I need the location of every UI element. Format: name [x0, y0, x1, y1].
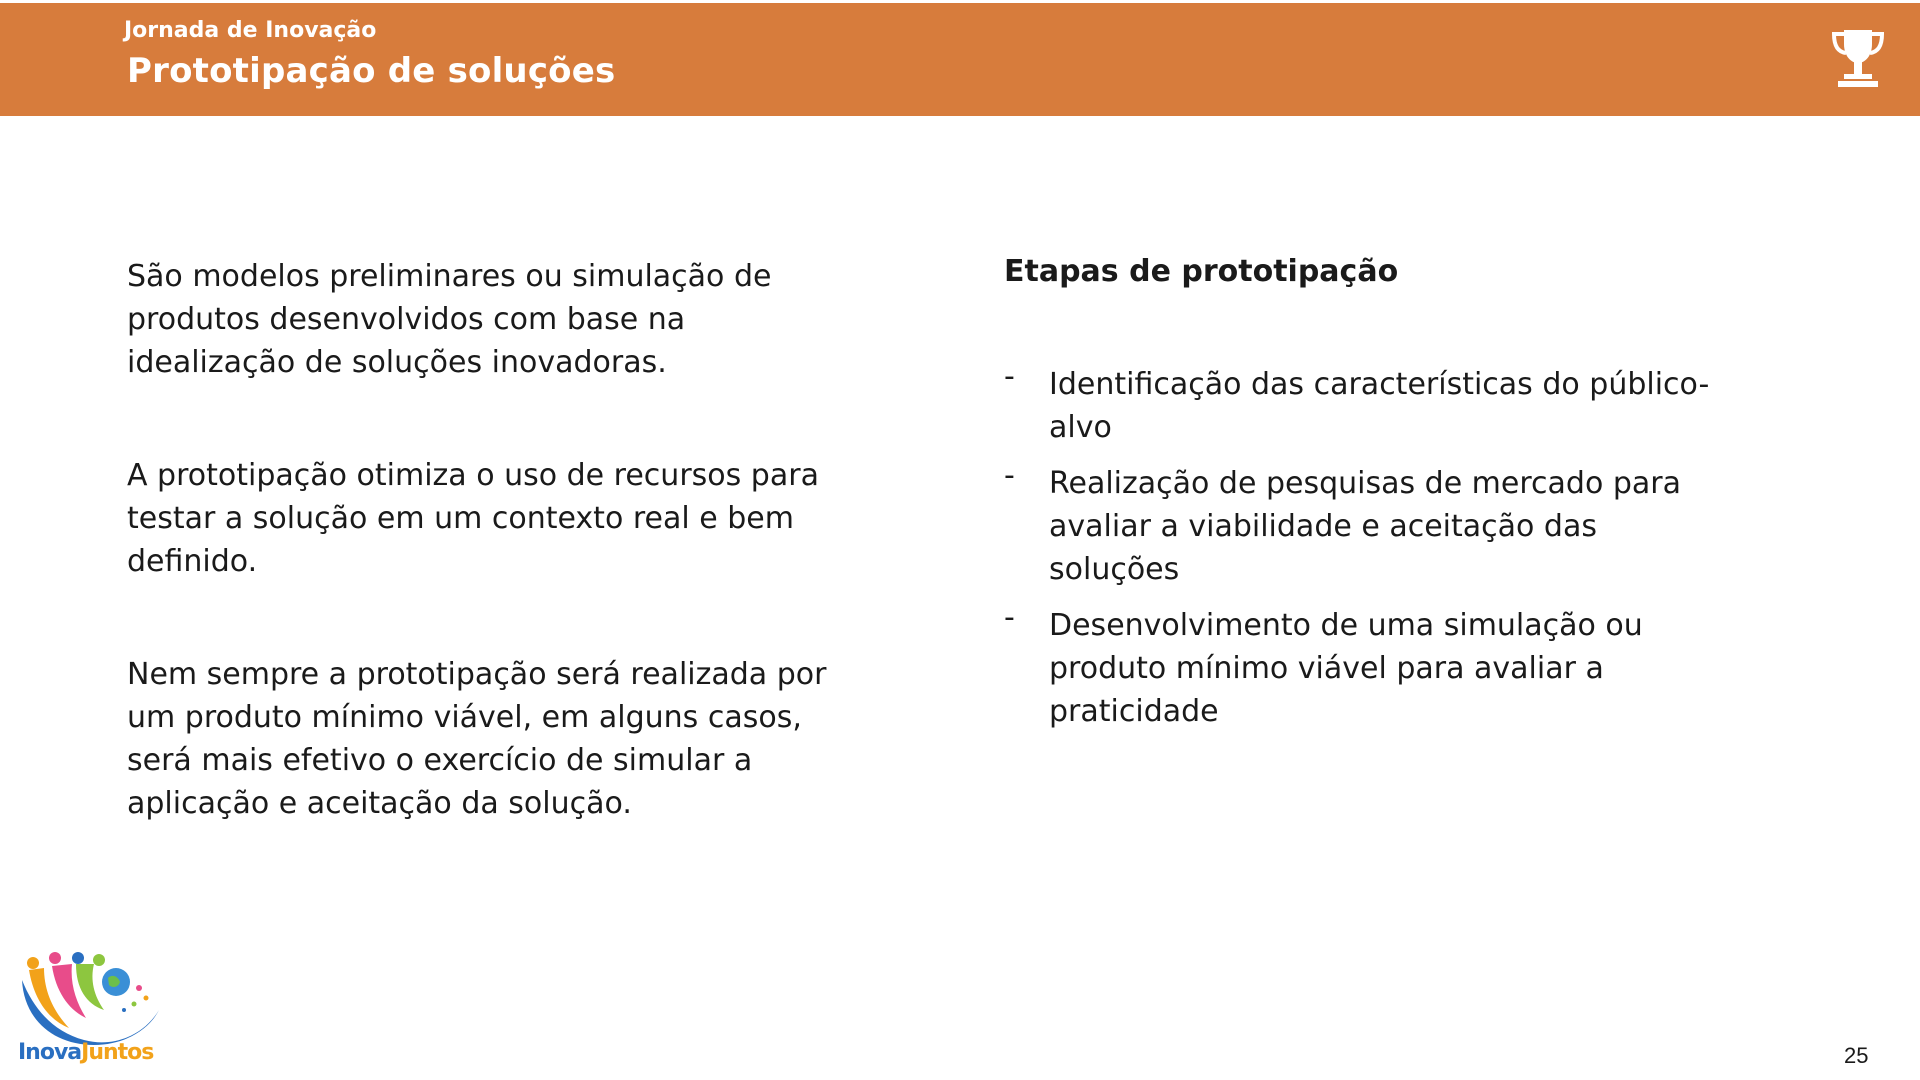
paragraph-note: Nem sempre a prototipação será realizada por um produto mínimo viável, em alguns casos, será mais efetivo o exercício de simular a aplicação e aceitação da solução.: [127, 657, 827, 821]
step-text: Identificação das características do público-alvo: [1049, 367, 1710, 445]
steps-column: [1004, 250, 1724, 746]
steps-heading: Etapas de prototipação: [1004, 254, 1399, 289]
section-kicker: Jornada de Inovação: [124, 18, 377, 43]
list-item: [1004, 458, 1724, 591]
step-text: Desenvolvimento de uma simulação ou produto mínimo viável para avaliar a praticidade: [1049, 608, 1643, 729]
paragraph-optimization: A prototipação otimiza o uso de recursos para testar a solução em um contexto real e bem definido.: [127, 458, 819, 579]
page-title: Prototipação de soluções: [127, 51, 616, 91]
logo-wordmark: InovaJuntos: [18, 1040, 154, 1065]
page-number: 25: [1844, 1043, 1869, 1068]
steps-list: [1004, 359, 1724, 733]
paragraph-definition: São modelos preliminares ou simulação de produtos desenvolvidos com base na idealização de soluções inovadoras.: [127, 259, 772, 380]
step-text: Realização de pesquisas de mercado para avaliar a viabilidade e aceitação das soluções: [1049, 466, 1681, 587]
bullet-dash: -: [1004, 458, 1015, 493]
trophy-icon: [1832, 26, 1884, 90]
list-item: [1004, 600, 1724, 733]
description-column: [127, 255, 827, 895]
bullet-dash: -: [1004, 359, 1015, 394]
bullet-dash: -: [1004, 600, 1015, 635]
list-item: [1004, 359, 1724, 449]
